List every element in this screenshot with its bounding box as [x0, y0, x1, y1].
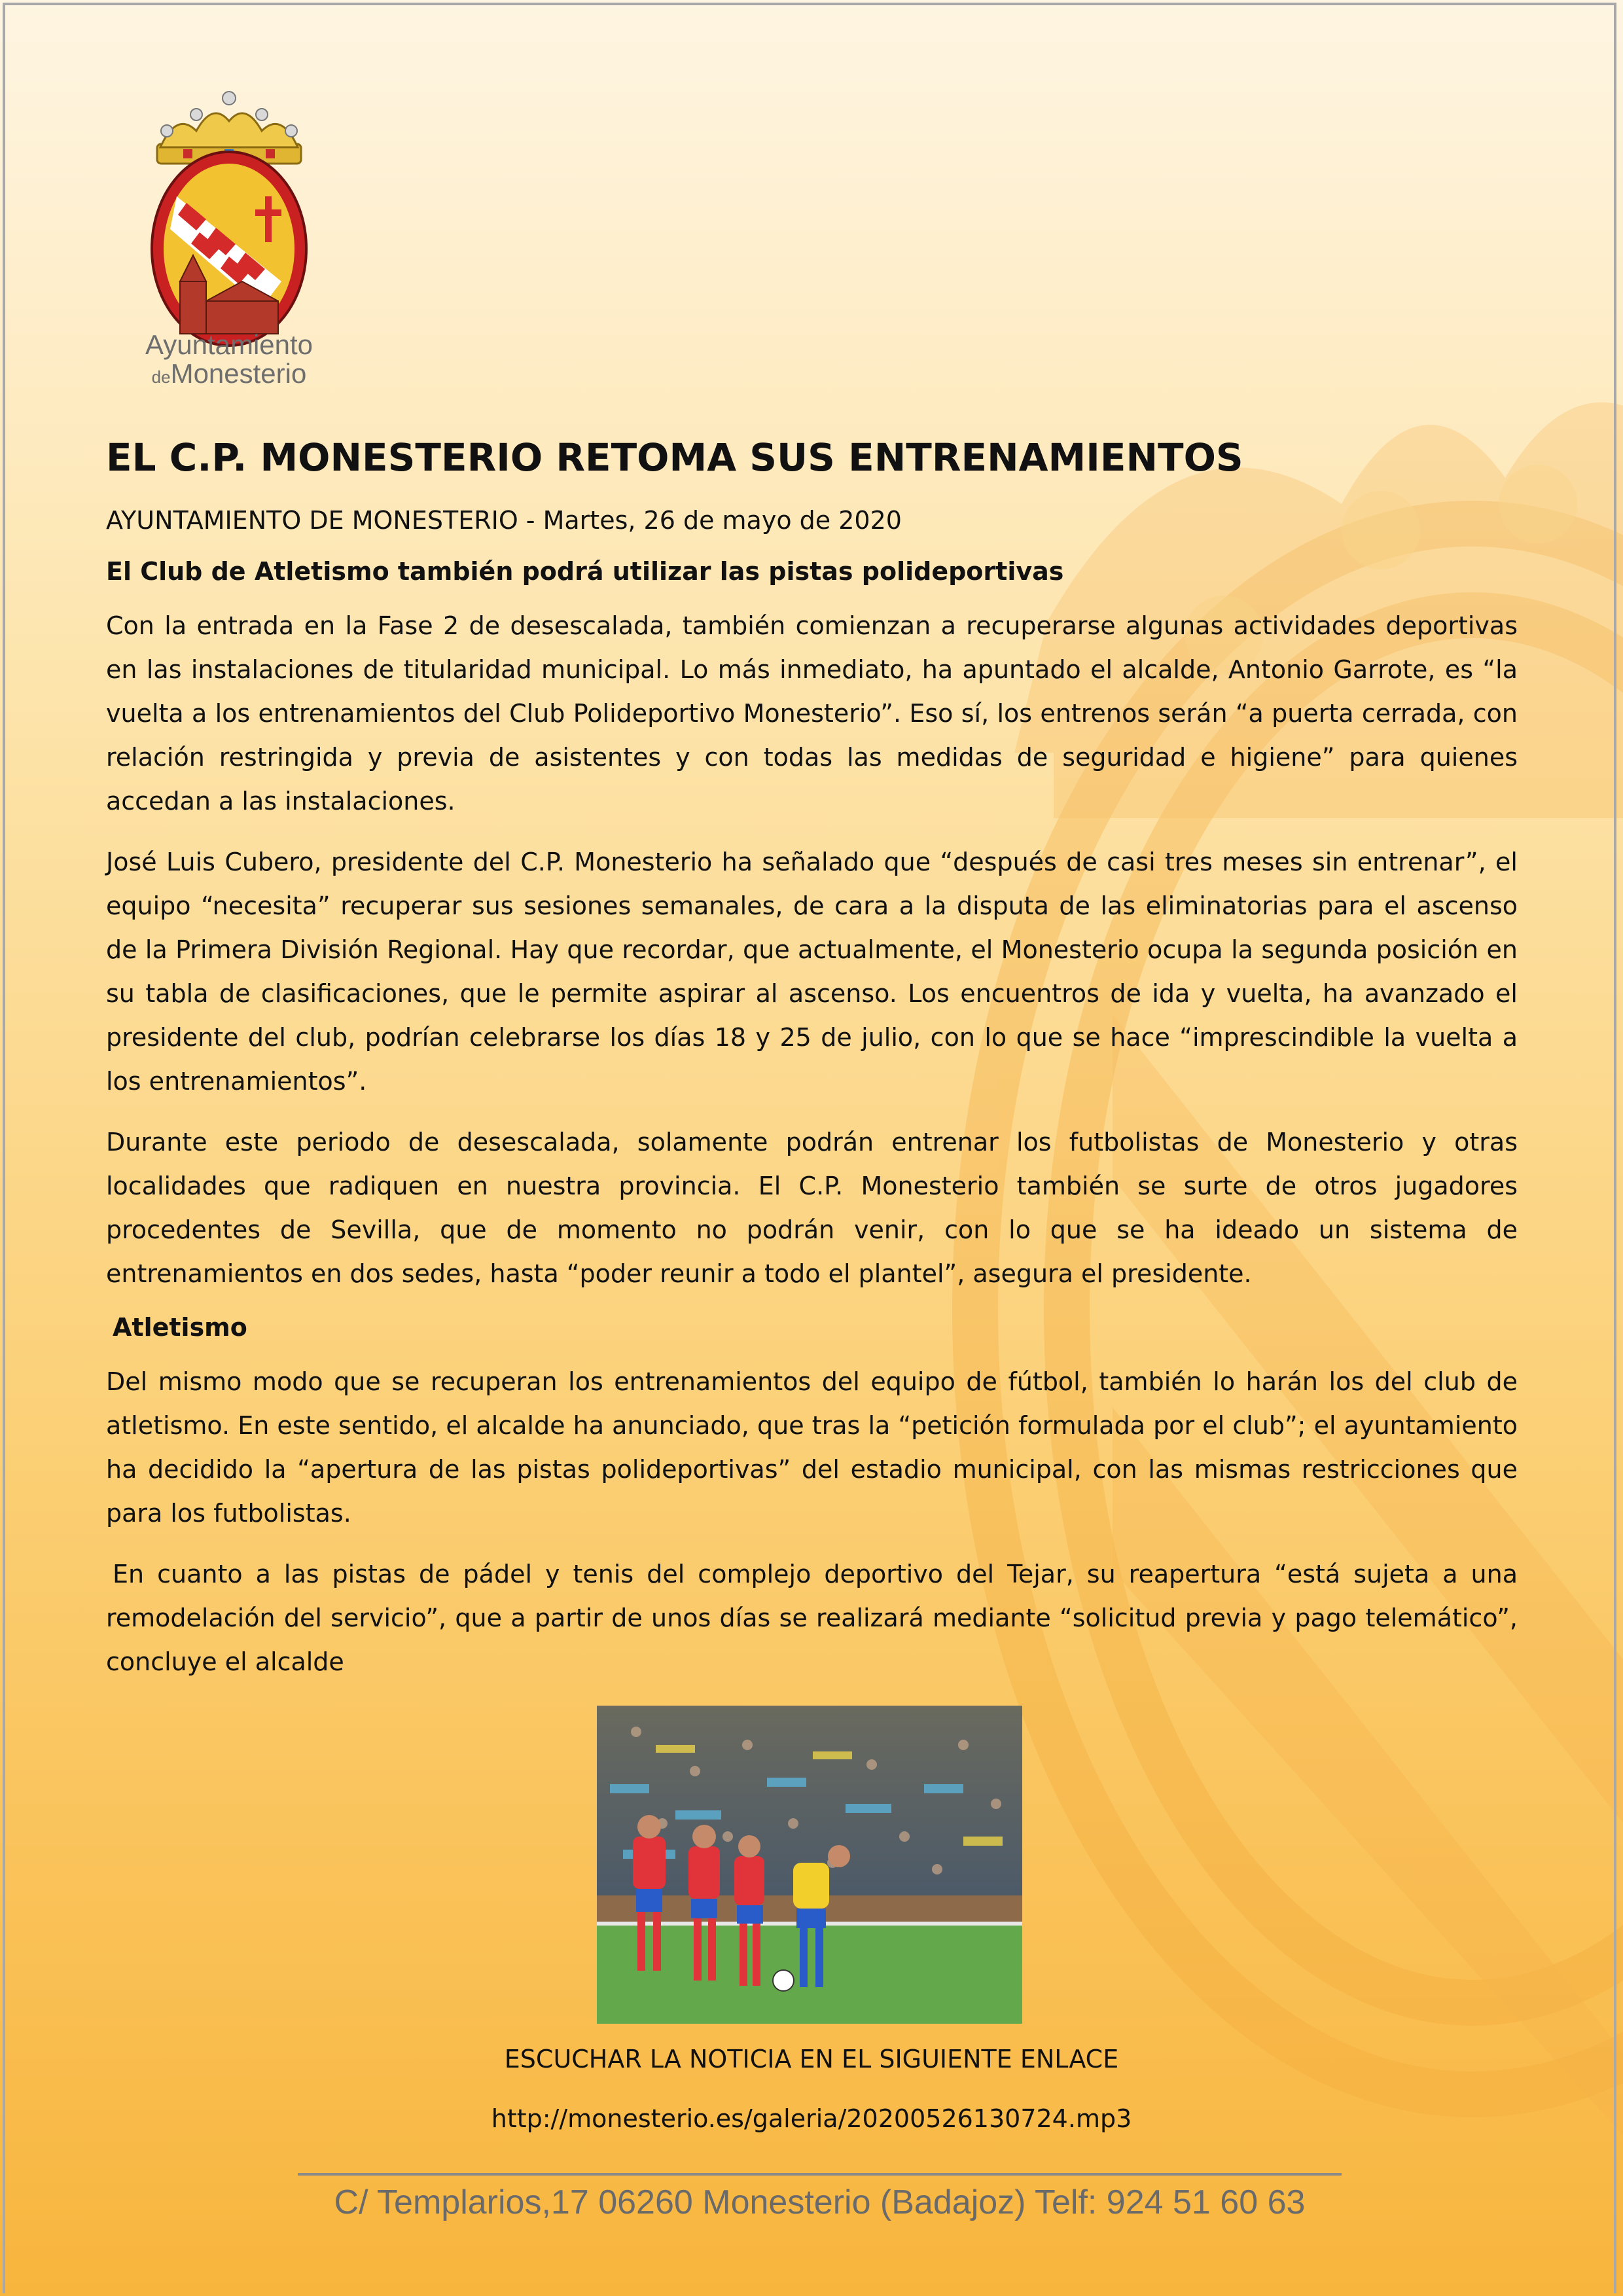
- logo-line-2: [131, 359, 327, 388]
- article-paragraph: Durante este periodo de desescalada, solamente podrán entrenar los futbolistas de Monesterio y otras localidades que radiquen en nuestra provincia. El C.P. Monesterio también se surte de otros jugadores procedentes de Sevilla, que de momento no podrán venir, con lo que se ha ideado un sistema de entrenamientos en dos sedes, hasta “poder reunir a todo el plantel”, asegura el presidente.: [106, 1128, 1518, 1288]
- logo-line-2-prefix: de: [151, 367, 171, 387]
- article-byline: AYUNTAMIENTO DE MONESTERIO - Martes, 26 de mayo de 2020: [106, 506, 902, 535]
- footer-address: C/ Templarios,17 06260 Monesterio (Badajoz) Telf: 924 51 60 63: [334, 2183, 1306, 2221]
- section-paragraph: En cuanto a las pistas de pádel y tenis del complejo deportivo del Tejar, su reapertura “está sujeta a una remodelación del servicio”, que a partir de unos días se realizará mediante “solicitud previa y pago telemático”, concluye el alcalde: [106, 1560, 1518, 1676]
- logo-line-2-name: Monesterio: [170, 358, 307, 389]
- logo-line-1: Ayuntamiento: [145, 329, 313, 360]
- section-paragraph: Del mismo modo que se recuperan los entrenamientos del equipo de fútbol, también lo harán los del club de atletismo. En este sentido, el alcalde ha anunciado, que tras la “petición formulada por el club”; el ayuntamiento ha decidido la “apertura de las pistas polideportivas” del estadio municipal, con las mismas restricciones que para los futbolistas.: [106, 1367, 1518, 1528]
- article-subtitle: El Club de Atletismo también podrá utilizar las pistas polideportivas: [106, 557, 1064, 586]
- section-heading: Atletismo: [113, 1313, 247, 1342]
- football-match-photo: [597, 1706, 1022, 2024]
- listen-label: ESCUCHAR LA NOTICIA EN EL SIGUIENTE ENLACE: [504, 2045, 1119, 2073]
- article-paragraph: Con la entrada en la Fase 2 de desescalada, también comienzan a recuperarse algunas actividades deportivas en las instalaciones de titularidad municipal. Lo más inmediato, ha apuntado el alcalde, Antonio Garrote, es “la vuelta a los entrenamientos del Club Polideportivo Monesterio”. Eso sí, los entrenos serán “a puerta cerrada, con relación restringida y previa de asistentes y con todas las medidas de seguridad e higiene” para quienes accedan a las instalaciones.: [106, 611, 1518, 816]
- article-title: EL C.P. MONESTERIO RETOMA SUS ENTRENAMIENTOS: [106, 435, 1243, 480]
- logo-text: [131, 331, 327, 388]
- footer-divider: [298, 2173, 1342, 2176]
- audio-link[interactable]: http://monesterio.es/galeria/20200526130724.mp3: [491, 2104, 1132, 2133]
- article-paragraph: José Luis Cubero, presidente del C.P. Monesterio ha señalado que “después de casi tres meses sin entrenar”, el equipo “necesita” recuperar sus sesiones semanales, de cara a la disputa de las eliminatorias para el ascenso de la Primera División Regional. Hay que recordar, que actualmente, el Monesterio ocupa la segunda posición en su tabla de clasificaciones, que le permite aspirar al ascenso. Los encuentros de ida y vuelta, ha avanzado el presidente del club, podrían celebrarse los días 18 y 25 de julio, con lo que se hace “imprescindible la vuelta a los entrenamientos”.: [106, 848, 1518, 1096]
- article: [106, 435, 1518, 1701]
